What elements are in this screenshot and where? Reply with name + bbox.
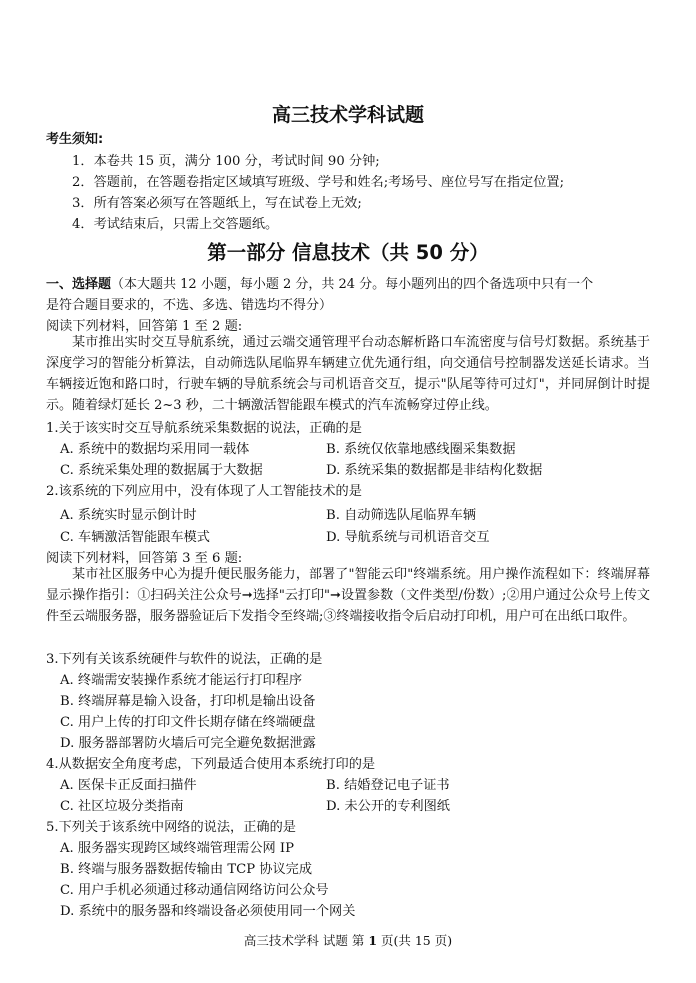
q3-option-d: D. 服务器部署防火墙后可完全避免数据泄露 bbox=[60, 736, 316, 751]
section-desc-line2: 是符合题目要求的，不选、多选、错选均不得分） bbox=[46, 298, 333, 313]
page-footer bbox=[0, 931, 696, 949]
q5-option-b: B. 终端与服务器数据传输由 TCP 协议完成 bbox=[60, 862, 313, 877]
q1-option-c: C. 系统采集处理的数据属于大数据 bbox=[60, 463, 263, 478]
q1-option-b: B. 系统仅依靠地感线圈采集数据 bbox=[326, 442, 516, 457]
q1-option-d: D. 系统采集的数据都是非结构化数据 bbox=[326, 463, 543, 478]
q4-option-b: B. 结婚登记电子证书 bbox=[326, 778, 450, 793]
footer-suffix: 页(共 15 页) bbox=[377, 933, 453, 948]
notice-item: 3．所有答案必须写在答题纸上，写在试卷上无效; bbox=[72, 196, 362, 211]
q4-stem: 4.从数据安全角度考虑，下列最适合使用本系统打印的是 bbox=[46, 757, 376, 772]
q4-option-c: C. 社区垃圾分类指南 bbox=[60, 799, 184, 814]
notice-item: 4．考试结束后，只需上交答题纸。 bbox=[72, 217, 279, 232]
part-title: 第一部分 信息技术（共 50 分） bbox=[207, 241, 489, 264]
q5-stem: 5.下列关于该系统中网络的说法，正确的是 bbox=[46, 820, 296, 835]
notice-heading: 考生须知: bbox=[46, 132, 104, 147]
q2-option-c: C. 车辆激活智能跟车模式 bbox=[60, 530, 210, 545]
q2-option-b: B. 自动筛选队尾临界车辆 bbox=[326, 508, 476, 523]
q1-option-a: A. 系统中的数据均采用同一载体 bbox=[60, 442, 250, 457]
q5-option-c: C. 用户手机必须通过移动通信网络访问公众号 bbox=[60, 883, 329, 898]
footer-page-number: 1 bbox=[368, 933, 378, 948]
notice-item: 1．本卷共 15 页，满分 100 分，考试时间 90 分钟; bbox=[72, 154, 380, 169]
q4-option-d: D. 未公开的专利图纸 bbox=[326, 799, 450, 814]
q2-option-a: A. 系统实时显示倒计时 bbox=[60, 508, 197, 523]
section-label: 一、选择题 bbox=[46, 277, 112, 292]
q1-stem: 1.关于该实时交互导航系统采集数据的说法，正确的是 bbox=[46, 421, 362, 436]
q3-stem: 3.下列有关该系统硬件与软件的说法，正确的是 bbox=[46, 652, 323, 667]
section-intro bbox=[46, 273, 593, 292]
section-desc-line1: （本大题共 12 小题，每小题 2 分，共 24 分。每小题列出的四个备选项中只有一个 bbox=[111, 277, 594, 292]
q2-stem: 2.该系统的下列应用中，没有体现了人工智能技术的是 bbox=[46, 484, 362, 499]
material1-body: 某市推出实时交互导航系统，通过云端交通管理平台动态解析路口车流密度与信号灯数据。系统基于深度学习的智能分析算法，自动筛选队尾临界车辆建立优先通行组，向交通信号控制器发送延长请求。当车辆接近饱和路口时，行驶车辆的导航系统会与司机语音交互，提示"队尾等待可过灯"，并同屏倒计时提示。随着绿灯延长 2~3 秒，二十辆激活智能跟车模式的汽车流畅穿过停止线。 bbox=[46, 335, 650, 413]
material2-body: 某市社区服务中心为提升便民服务能力，部署了"智能云印"终端系统。用户操作流程如下：终端屏幕显示操作指引：①扫码关注公众号➞选择"云打印"➞设置参数（文件类型/份数）;②用户通过公众号上传文件至云端服务器，服务器验证后下发指令至终端;③终端接收指令后启动打印机，用户可在出纸口取件。 bbox=[46, 567, 650, 624]
q3-option-b: B. 终端屏幕是输入设备，打印机是输出设备 bbox=[60, 694, 316, 709]
material2-text bbox=[46, 564, 650, 627]
material1-lead: 阅读下列材料，回答第 1 至 2 题: bbox=[46, 319, 243, 334]
notice-item: 2．答题前，在答题卷指定区域填写班级、学号和姓名;考场号、座位号写在指定位置; bbox=[72, 175, 565, 190]
q5-option-d: D. 系统中的服务器和终端设备必须使用同一个网关 bbox=[60, 904, 356, 919]
footer-prefix: 高三技术学科 试题 第 bbox=[243, 933, 369, 948]
q4-option-a: A. 医保卡正反面扫描件 bbox=[60, 778, 197, 793]
q2-option-d: D. 导航系统与司机语音交互 bbox=[326, 530, 490, 545]
exam-title: 高三技术学科试题 bbox=[271, 104, 424, 126]
material2-lead: 阅读下列材料，回答第 3 至 6 题: bbox=[46, 551, 243, 566]
q3-option-a: A. 终端需安装操作系统才能运行打印程序 bbox=[60, 673, 303, 688]
q3-option-c: C. 用户上传的打印文件长期存储在终端硬盘 bbox=[60, 715, 316, 730]
material1-text bbox=[46, 332, 650, 416]
q5-option-a: A. 服务器实现跨区域终端管理需公网 IP bbox=[60, 841, 294, 856]
